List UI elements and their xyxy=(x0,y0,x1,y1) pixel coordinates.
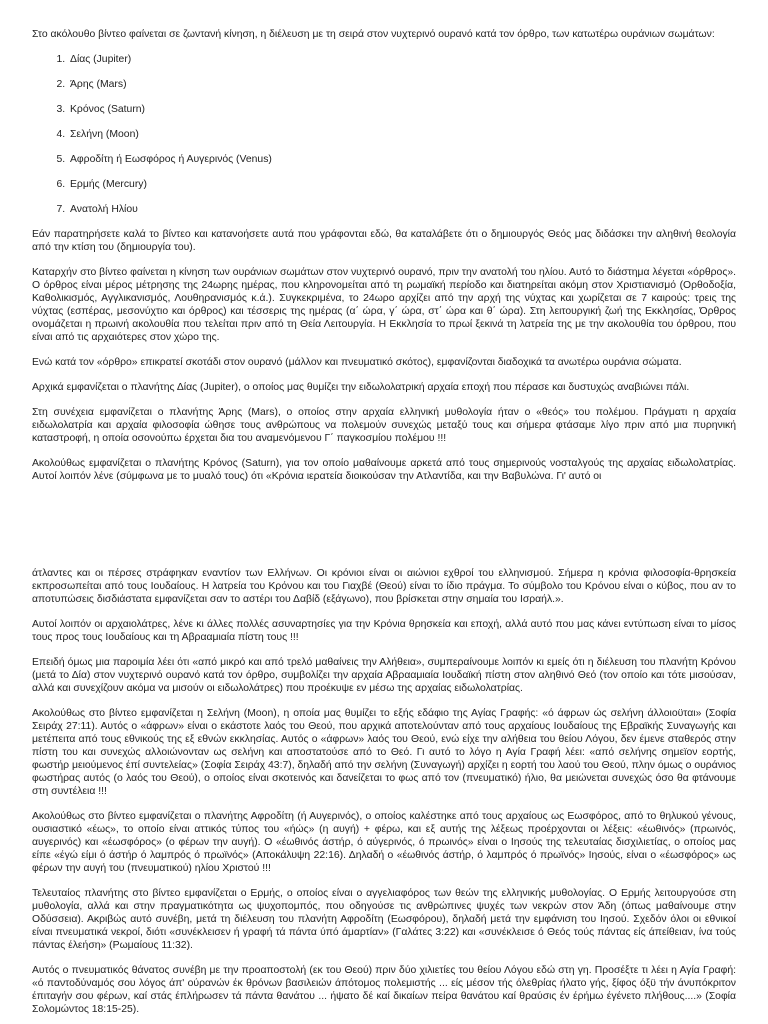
paragraph: Εάν παρατηρήσετε καλά το βίντεο και κατανοήσετε αυτά που γράφονται εδώ, θα καταλάβετε ότι ο δημιουργός Θεός μας διδάσκει την αληθινή θεολογία από την κτίση του (δημιουργία του). xyxy=(32,229,736,253)
paragraph: Τελευταίος πλανήτης στο βίντεο εμφανίζεται ο Ερμής, ο οποίος είναι ο αγγελιαφόρος των θεών της ελληνικής μυθολογίας. Ο Ερμής λειτουργούσε στη μυθολογία, αλλά και στην πραγματικότητα ως ψυχοπομπός, που οδηγούσε τις ανθρώπινες ψυχές των νεκρών στον Άδη (όπως μαθαίνουμε στην Οδύσσεια). Ακριβώς αυτό συνέβη, μετά τη διέλευση του πλανήτη Αφροδίτη (Εωσφόρου), δηλαδή μετά την εμφάνιση του Ιησού. Σχεδόν όλοι οι εθνικοί είναι πνευματικά νεκροί, διότι «συνέκλεισεν ή γραφή τά πάντα ύπό άμαρτίαν» (Γαλάτες 3:22) και «συνέκλεισε ό Θεός τούς πάντας είς άπείθειαν, ίνα τούς πάντας έλεήση» (Ρωμαίους 11:32). xyxy=(32,888,736,951)
list-item: 3. Κρόνος (Saturn) xyxy=(68,103,736,116)
paragraph: Επειδή όμως μια παροιμία λέει ότι «από μικρό και από τρελό μαθαίνεις την Αλήθεια», συμπεραίνουμε λοιπόν κι εμείς ότι η διέλευση του πλανήτη Κρόνου (μετά το Δία) στον νυχτερινό ουρανό κατά τον όρθρο, συμβολίζει την αρχαία Αβρααμιαία Ιουδαϊκή πίστη στον αληθινό Θεό (τον οποίο και τότε μισούσαν, αλλά και συνεχίζουν ακόμα να μισούν οι ειδωλολάτρες) που προέκυψε εν μέσω της αρχαίας ειδωλολατρίας. xyxy=(32,657,736,694)
list-item: 7. Ανατολή Ηλίου xyxy=(68,203,736,216)
list-item: 5. Αφροδίτη ή Εωσφόρος ή Αυγερινός (Venus) xyxy=(68,153,736,166)
list-item: 4. Σελήνη (Moon) xyxy=(68,128,736,141)
paragraph: άτλαντες και οι πέρσες στράφηκαν εναντίον των Ελλήνων. Οι κρόνιοι είναι οι αιώνιοι εχθροί του ελληνισμού. Σήμερα η κρόνια φιλοσοφία-θρησκεία εκπροσωπείται από τους Ιουδαίους. Η λατρεία του Κρόνου και του Γιαχβέ (Θεού) είναι το ίδιο πράγμα. Το σύμβολο του Κρόνου είναι ο κύβος, που αν το αποτυπώσεις δισδιάστατα εμφανίζεται σαν το αστέρι του Δαβίδ (εξάγωνο), που βρίσκεται στην σημαία του Ισραήλ.». xyxy=(32,568,736,605)
paragraph: Αρχικά εμφανίζεται ο πλανήτης Δίας (Jupiter), ο οποίος μας θυμίζει την ειδωλολατρική αρχαία εποχή που πέρασε και δυστυχώς αναβιώνει πάλι. xyxy=(32,382,690,393)
paragraph: Αυτός ο πνευματικός θάνατος συνέβη με την προαποστολή (εκ του Θεού) πριν δύο χιλιετίες του θείου Λόγου εδώ στη γη. Προσέξτε τι λέει η Αγία Γραφή: «ό παντοδύναμός σου λόγος άπ' ούρανών έκ θρόνων βασιλειών άπότομος πολεμιστής ... είς μέσον τής όλεθρίας ήλατο γής, ξίφος όξϋ τήν άνυπόκριτον έπιταγήν σου φέρων, καί στάς έπλήρωσεν τά πάντα θανάτου ... ήψατο δέ καί δικαίων πείρα θανάτου καί θραύσις έν έρήμω έγένετο πλήθους....» (Σοφία Σολομώντος 18:15-25). xyxy=(32,965,736,1015)
list-item: 2. Άρης (Mars) xyxy=(68,78,736,91)
paragraph: Στη συνέχεια εμφανίζεται ο πλανήτης Άρης (Mars), ο οποίος στην αρχαία ελληνική μυθολογία ήταν ο «θεός» του πολέμου. Πράγματι η αρχαία ειδωλολατρία και αρχαία φιλοσοφία ώθησε τους ανθρώπους να πολεμούν συνεχώς μεταξύ τους και σήμερα φτάσαμε λίγο πριν από μια πυρηνική καταστροφή, η οποία οσονούπω έρχεται δια του αναμενόμενου Γ΄ παγκοσμίου πολέμου !!! xyxy=(32,407,736,444)
paragraph: Ακολούθως στο βίντεο εμφανίζεται ο πλανήτης Αφροδίτη (ή Αυγερινός), ο οποίος καλέστηκε από τους αρχαίους ως Εωσφόρος, από το θηλυκού γένους, ουσιαστικό «έως», το οποίο είναι αττικός τύπος του «ήώς» (η αυγή) + φέρω, και εξ αυτής της λέξεως προέρχονται οι λέξεις: «έωθινός» (πρωινός, αυγερινός) και «έωσφόρος» (ο φέρων την αυγή). Ο «έωθινός άστήρ, ό αύγερινός, ό πρωινός» είναι ο Ιησούς της τελευταίας δισχιλιετίας, ο οποίος μας είπε «έγώ είμι ό άστήρ ό λαμπρός ό πρωϊνός» (Αποκάλυψη 22:16). Δηλαδή ο «έωθινός άστήρ, ό λαμπρός ό πρωϊνός» Ιησούς, είναι ο «έωσφόρος» ως φέρων την αυγή του (πνευματικού) ηλίου Χριστού !!! xyxy=(32,811,736,874)
paragraph: Αυτοί λοιπόν οι αρχαιολάτρες, λένε κι άλλες πολλές ασυναρτησίες για την Κρόνια θρησκεία και εποχή, αλλά αυτό που μας κάνει εντύπωση είναι το μίσος τους προς τους Ιουδαίους και τη Αβρααμιαία πίστη τους !!! xyxy=(32,619,736,643)
paragraph: Ακολούθως εμφανίζεται ο πλανήτης Κρόνος (Saturn), για τον οποίο μαθαίνουμε αρκετά από τους σημερινούς νοσταλγούς της αρχαίας ειδωλολατρίας. Αυτοί λοιπόν λένε (σύμφωνα με το μυαλό τους) ότι «Κρόνια ιερατεία διοικούσαν την Ατλαντίδα, και την Βαβυλώνα. Γι' αυτό οι xyxy=(32,458,736,482)
list-item: 1. Δίας (Jupiter) xyxy=(68,53,736,66)
paragraph: Καταρχήν στο βίντεο φαίνεται η κίνηση των ουράνιων σωμάτων στον νυχτερινό ουρανό, πριν την ανατολή του ηλίου. Αυτό το διάστημα λέγεται «όρθρος». Ο όρθρος είναι μέρος μέτρησης της 24ωρης ημέρας, που κληρονομείται από τη ρωμαϊκή περίοδο και διατηρείται ακόμη στον Χριστιανισμό (Ορθοδοξία, Καθολικισμός, Αγγλικανισμός, Λουθηρανισμός κ.ά.). Συγκεκριμένα, το 24ωρο αρχίζει από την αρχή της νύχτας και χωρίζεται σε 7 καιρούς: τρεις της νύχτας (εσπέρας, μεσονύχτιο και όρθρος) και τέσσερις της ημέρας (α΄ ώρα, γ΄ ώρα, στ΄ ώρα και θ΄ ώρα). Στη λειτουργική ζωή της Εκκλησίας, Όρθρος ονομάζεται η πρωινή ακολουθία που τελείται πριν από τη Θεία Λειτουργία. Η Εκκλησία το πρωί ξεκινά τη λατρεία της με την ακολουθία του όρθρου, που είναι από τις αρχαιότερες στον χώρο της. xyxy=(32,267,736,343)
page-break-gap xyxy=(32,495,736,567)
paragraph: Ακολούθως στο βίντεο εμφανίζεται η Σελήνη (Moon), η οποία μας θυμίζει το εξής εδάφιο της Αγίας Γραφής: «ό άφρων ώς σελήνη άλλοιοϋται» (Σοφία Σειράχ 27:11). Αυτός ο «άφρων» είναι ο εκάστοτε λαός του Θεού, που αρχικά αποτελούνταν από τους αρχαίους Ιουδαίους της Εβραϊκής Συναγωγής και μετέπειτα από τους εθνικούς της εξ εθνών εκκλησίας. Αυτός ο «άφρων» λαός του Θεού, ενώ είχε την αλήθεια του θείου Λόγου, δεν έμενε σταθερός στην πίστη του και συνεχώς αλλοιώνονταν ως σελήνη και αποστατούσε από το Θεό. Γι αυτό το λόγο η Αγία Γραφή λέει: «από σελήνης σημεϊον εορτής, φωστήρ μειούμενος έπί συντελείας» (Σοφία Σειράχ 43:7), δηλαδή από την σελήνη (Συναγωγή) αρχίζει η εορτή του λαού του Θεού, πλην όμως ο ουράνιος φωστήρας αυτός (ο λαός του Θεού), ο οποίος είναι σκοτεινός και δανείζεται το φως από τον (πνευματικό) ήλιο, θα μειώνεται συνεχώς όσο θα φτάνουμε στη συντέλεια !!! xyxy=(32,708,736,797)
paragraph: Ενώ κατά τον «όρθρο» επικρατεί σκοτάδι στον ουρανό (μάλλον και πνευματικό σκότος), εμφανίζονται διαδοχικά τα ανωτέρω ουράνια σώματα. xyxy=(32,357,682,368)
list-item: 6. Ερμής (Mercury) xyxy=(68,178,736,191)
intro-paragraph: Στο ακόλουθο βίντεο φαίνεται σε ζωντανή κίνηση, η διέλευση με τη σειρά στον νυχτερινό ουρανό κατά τον όρθρο, των κατωτέρω ουράνιων σωμάτων: xyxy=(32,29,715,40)
celestial-bodies-list xyxy=(32,53,736,216)
